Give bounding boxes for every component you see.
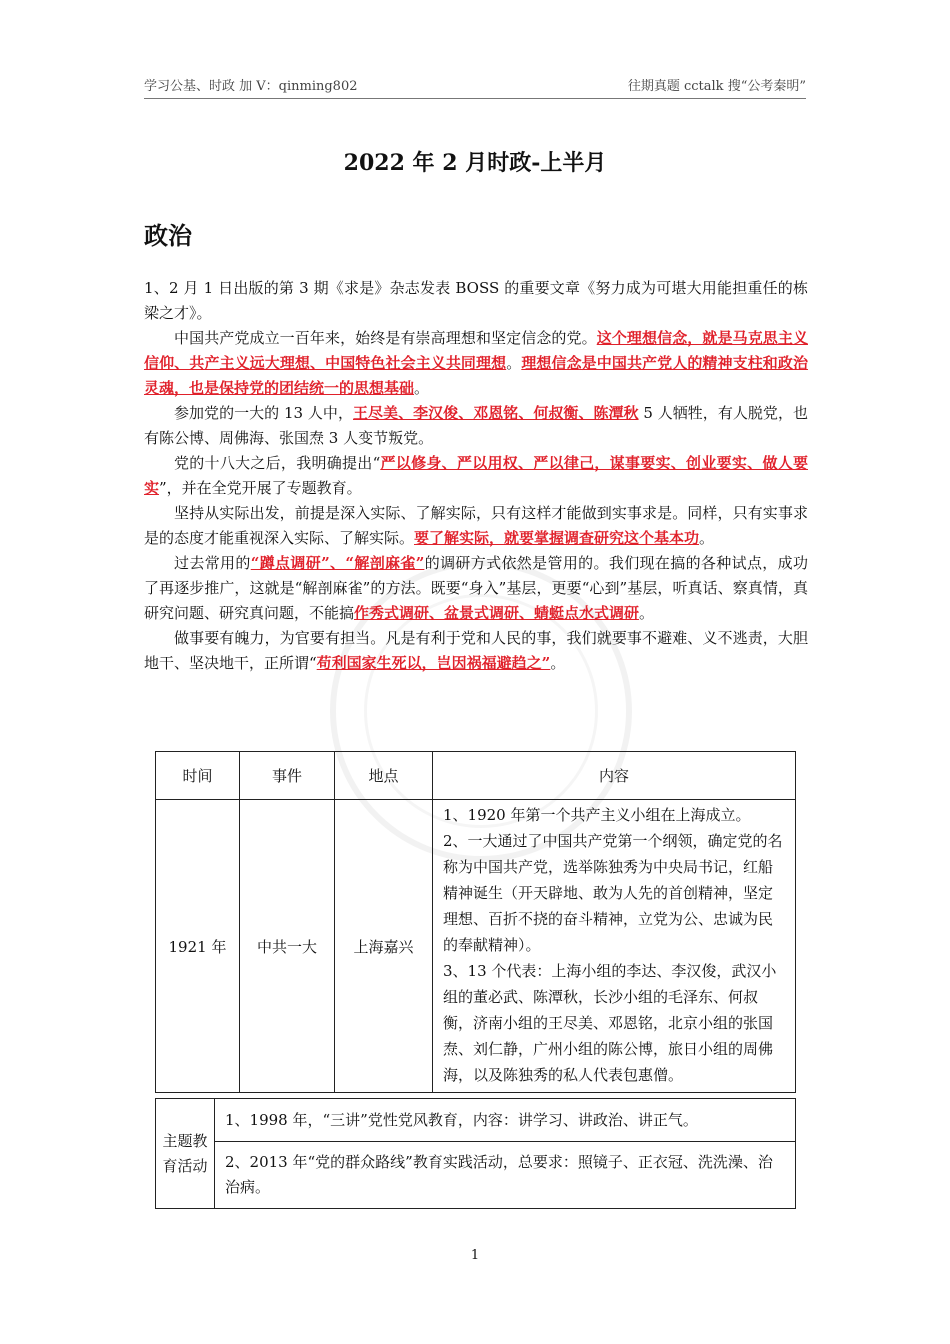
highlight-text: 严以修身、严以用权、严以律己，谋事要实、创业要实、做人要实 bbox=[144, 454, 808, 497]
table-header-cell: 时间 bbox=[156, 752, 240, 800]
page-header bbox=[144, 66, 806, 99]
place-cell: 上海嘉兴 bbox=[335, 800, 433, 1093]
theme-label-cell: 主题教育活动 bbox=[156, 1099, 215, 1209]
highlight-text: 这个理想信念，就是马克思主义信仰、共产主义远大理想、中国特色社会主义共同理想 bbox=[144, 329, 808, 372]
theme-item-cell: 1、1998 年，“三讲”党性党风教育，内容：讲学习、讲政治、讲正气。 bbox=[215, 1099, 796, 1142]
paragraph-7: 做事要有魄力，为官要有担当。凡是有利于党和人民的事，我们就要事不避难、义不逃责，大胆地干、坚决地干，正所谓“苟利国家生死以，岂因祸福避趋之”。 bbox=[144, 629, 808, 672]
paragraph-5: 坚持从实际出发，前提是深入实际、了解实际，只有这样才能做到实事求是。同样，只有实事求是的态度才能重视深入实际、了解实际。要了解实际，就要掌握调查研究这个基本功。 bbox=[144, 504, 808, 547]
paragraph-6: 过去常用的“蹲点调研”、“解剖麻雀”的调研方式依然是管用的。我们现在搞的各种试点，成功了再逐步推广，这就是“解剖麻雀”的方法。既要“身入”基层，更要“心到”基层，听真话、察真情，真研究问题、研究真问题，不能搞作秀式调研、盆景式调研、蜻蜓点水式调研。 bbox=[144, 554, 808, 622]
highlight-text: 作秀式调研、盆景式调研、蜻蜓点水式调研 bbox=[354, 604, 640, 622]
table-row bbox=[156, 1142, 796, 1209]
time-cell: 1921 年 bbox=[156, 800, 240, 1093]
table-header-cell: 地点 bbox=[335, 752, 433, 800]
section-heading: 政治 bbox=[144, 221, 192, 250]
paragraph-4: 党的十八大之后，我明确提出“严以修身、严以用权、严以律己，谋事要实、创业要实、做人要实”，并在全党开展了专题教育。 bbox=[144, 454, 808, 497]
table-row bbox=[156, 1099, 796, 1142]
page-number: 1 bbox=[470, 1248, 480, 1263]
document-title: 2022 年 2 月时政-上半月 bbox=[343, 150, 607, 176]
event-cell: 中共一大 bbox=[240, 800, 335, 1093]
paragraph-3: 参加党的一大的 13 人中，王尽美、李汉俊、邓恩铭、何叔衡、陈潭秋 5 人牺牲，有人脱党，也有陈公博、周佛海、张国焘 3 人变节叛党。 bbox=[144, 404, 808, 447]
highlight-text: “蹲点调研”、“解剖麻雀” bbox=[250, 554, 425, 572]
content-line: 3、13 个代表：上海小组的李达、李汉俊，武汉小组的董必武、陈潭秋，长沙小组的毛泽东、何叔衡，济南小组的王尽美、邓恩铭，北京小组的张国焘、刘仁静，广州小组的陈公博，旅日小组的周佛海，以及陈独秀的私人代表包惠僧。 bbox=[443, 962, 777, 1084]
header-right-text: 往期真题 cctalk 搜“公考秦明” bbox=[627, 79, 806, 94]
highlight-text: 理想信念是中国共产党人的精神支柱和政治灵魂，也是保持党的团结统一的思想基础 bbox=[144, 354, 808, 397]
paragraph-1: 1、2 月 1 日出版的第 3 期《求是》杂志发表 BOSS 的重要文章《努力成为可堪大用能担重任的栋梁之才》。 bbox=[144, 279, 808, 322]
body-content bbox=[144, 276, 808, 676]
table-header-cell: 内容 bbox=[433, 752, 796, 800]
highlight-text: 王尽美、李汉俊、邓恩铭、何叔衡、陈潭秋 bbox=[353, 404, 639, 422]
paragraph-2: 中国共产党成立一百年来，始终是有崇高理想和坚定信念的党。这个理想信念，就是马克思主义信仰、共产主义远大理想、中国特色社会主义共同理想。理想信念是中国共产党人的精神支柱和政治灵魂，也是保持党的团结统一的思想基础。 bbox=[144, 329, 808, 397]
theme-education-table bbox=[155, 1098, 796, 1209]
table-header-cell: 事件 bbox=[240, 752, 335, 800]
theme-item-cell: 2、2013 年“党的群众路线”教育实践活动，总要求：照镜子、正衣冠、洗洗澡、治治病。 bbox=[215, 1142, 796, 1209]
content-line: 1、1920 年第一个共产主义小组在上海成立。 bbox=[443, 806, 751, 824]
content-line: 2、一大通过了中国共产党第一个纲领，确定党的名称为中国共产党，选举陈独秀为中央局书记，红船精神诞生（开天辟地、敢为人先的首创精神，坚定理想、百折不挠的奋斗精神，立党为公、忠诚为民的奉献精神）。 bbox=[443, 832, 783, 954]
header-left-text: 学习公基、时政 加 V：qinming802 bbox=[144, 79, 358, 94]
table-header-row bbox=[156, 752, 796, 800]
highlight-text: 苟利国家生死以，岂因祸福避趋之” bbox=[316, 654, 551, 672]
content-cell bbox=[433, 800, 796, 1093]
highlight-text: 要了解实际，就要掌握调查研究这个基本功 bbox=[414, 529, 700, 547]
table-row bbox=[156, 800, 796, 1093]
history-table bbox=[155, 751, 796, 1093]
